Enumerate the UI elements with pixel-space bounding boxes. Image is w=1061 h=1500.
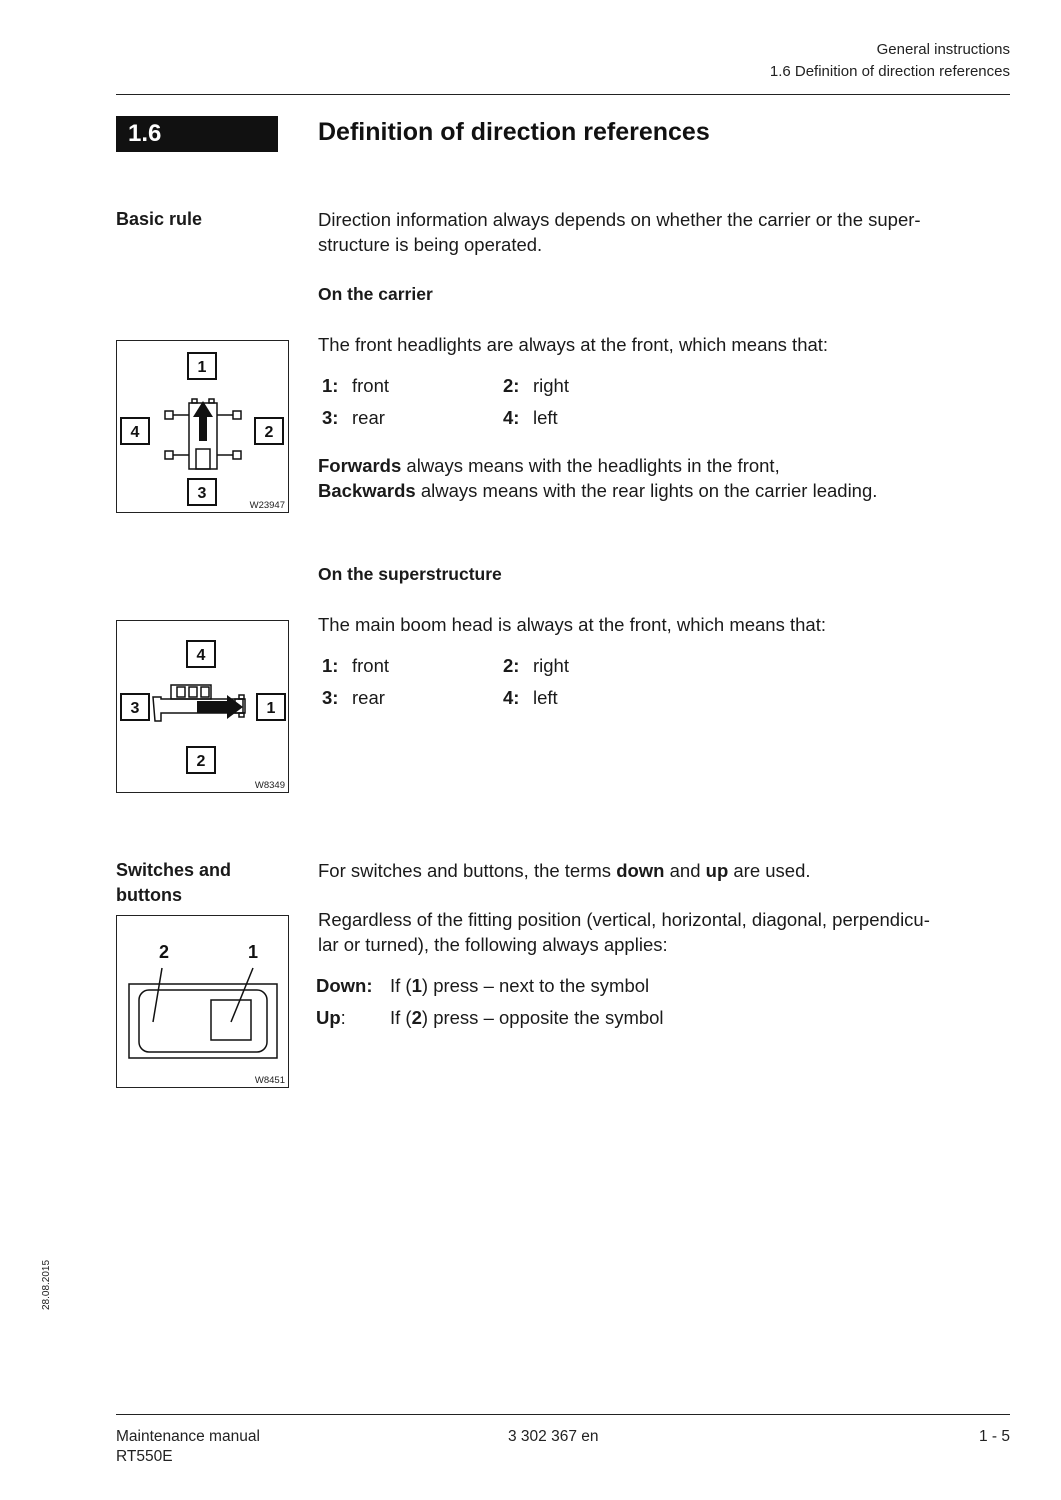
basic-rule-line2: structure is being operated. <box>318 234 543 255</box>
backwards-desc: always means with the rear lights on the carrier leading. <box>415 480 878 501</box>
carrier-diagram <box>117 341 288 512</box>
switch-figure-code: W8451 <box>254 1075 285 1086</box>
item-number: 3: <box>322 687 339 708</box>
item-number: 4: <box>503 687 520 708</box>
carrier-item-3 <box>322 407 385 429</box>
up-colon: : <box>340 1007 346 1028</box>
down-rule <box>316 975 650 997</box>
footer-rule <box>116 1414 1010 1415</box>
up-rule <box>316 1007 664 1029</box>
up-pre: If ( <box>390 1007 412 1028</box>
footer-left <box>116 1427 260 1467</box>
super-label-4: 4 <box>196 647 206 664</box>
switches-label-line1: Switches and <box>116 860 232 880</box>
super-item-2 <box>503 655 569 677</box>
backwards-term: Backwards <box>318 480 416 501</box>
superstructure-diagram <box>117 621 288 792</box>
carrier-intro: The front headlights are always at the front, which means that: <box>318 334 829 355</box>
down-label: Down: <box>316 975 373 996</box>
footer-manual: Maintenance manual <box>116 1428 260 1445</box>
carrier-item-4 <box>503 407 558 429</box>
carrier-label-3: 3 <box>197 485 207 502</box>
switch-label-1: 1 <box>247 942 259 962</box>
superstructure-figure-code: W8349 <box>254 780 285 791</box>
switches-paragraph <box>318 907 1018 957</box>
carrier-item-1 <box>322 375 390 397</box>
switches-para-line2: lar or turned), the following always applies: <box>318 934 668 955</box>
intro-post: are used. <box>728 860 811 881</box>
intro-mid: and <box>664 860 706 881</box>
up-label: Up <box>316 1007 341 1028</box>
basic-rule-text <box>318 207 1018 257</box>
carrier-label-2: 2 <box>264 424 274 441</box>
basic-rule-line1: Direction information always depends on whether the carrier or the super- <box>318 209 921 230</box>
item-text: front <box>352 655 390 676</box>
super-item-1 <box>322 655 390 677</box>
carrier-label-4: 4 <box>130 424 140 441</box>
switch-diagram <box>117 916 288 1087</box>
switch-label-2: 2 <box>158 942 170 962</box>
item-text: right <box>533 655 569 676</box>
switch-figure <box>116 915 289 1088</box>
super-item-4 <box>503 687 558 709</box>
switches-label-line2: buttons <box>116 885 182 905</box>
item-text: left <box>533 407 558 428</box>
super-item-3 <box>322 687 385 709</box>
footer-page: 1 - 5 <box>978 1428 1010 1445</box>
down-post: ) press – next to the symbol <box>421 975 650 996</box>
carrier-figure-code: W23947 <box>249 500 285 511</box>
forwards-desc: always means with the headlights in the front, <box>401 455 780 476</box>
item-number: 2: <box>503 375 520 396</box>
super-label-3: 3 <box>130 700 140 717</box>
superstructure-heading: On the superstructure <box>318 564 502 584</box>
carrier-figure <box>116 340 289 513</box>
super-label-1: 1 <box>266 700 276 717</box>
superstructure-intro: The main boom head is always at the front, which means that: <box>318 614 826 635</box>
item-text: front <box>352 375 390 396</box>
side-date: 28.08.2015 <box>41 1259 52 1310</box>
superstructure-figure <box>116 620 289 793</box>
switches-intro <box>318 858 1018 883</box>
item-number: 1: <box>322 375 339 396</box>
section-number: 1.6 <box>116 116 278 152</box>
item-text: rear <box>352 407 385 428</box>
carrier-direction-text <box>318 453 1018 503</box>
item-number: 1: <box>322 655 339 676</box>
up-num: 2 <box>411 1007 422 1028</box>
carrier-item-2 <box>503 375 569 397</box>
basic-rule-label: Basic rule <box>116 209 203 229</box>
footer-model: RT550E <box>116 1448 173 1465</box>
carrier-heading: On the carrier <box>318 284 433 304</box>
intro-pre: For switches and buttons, the terms <box>318 860 617 881</box>
switches-label <box>116 858 231 908</box>
item-number: 2: <box>503 655 520 676</box>
forwards-term: Forwards <box>318 455 402 476</box>
item-number: 4: <box>503 407 520 428</box>
forward-arrow-icon <box>193 401 213 441</box>
backwards-line <box>318 478 1018 503</box>
down-num: 1 <box>411 975 422 996</box>
down-desc <box>390 975 649 997</box>
header-rule <box>116 94 1010 95</box>
down-pre: If ( <box>390 975 412 996</box>
item-text: left <box>533 687 558 708</box>
forwards-line <box>318 453 1018 478</box>
intro-down: down <box>616 860 665 881</box>
item-text: right <box>533 375 569 396</box>
up-desc <box>390 1007 664 1029</box>
switches-para-line1: Regardless of the fitting position (vertical, horizontal, diagonal, perpendicu- <box>318 909 930 930</box>
header-section: 1.6 Definition of direction references <box>769 63 1010 80</box>
carrier-label-1: 1 <box>197 359 207 376</box>
section-title: Definition of direction references <box>318 118 710 146</box>
item-number: 3: <box>322 407 339 428</box>
item-text: rear <box>352 687 385 708</box>
up-post: ) press – opposite the symbol <box>421 1007 664 1028</box>
footer-docnumber: 3 302 367 en <box>508 1428 599 1445</box>
super-label-2: 2 <box>196 753 206 770</box>
header-chapter: General instructions <box>876 41 1010 58</box>
intro-up: up <box>705 860 729 881</box>
